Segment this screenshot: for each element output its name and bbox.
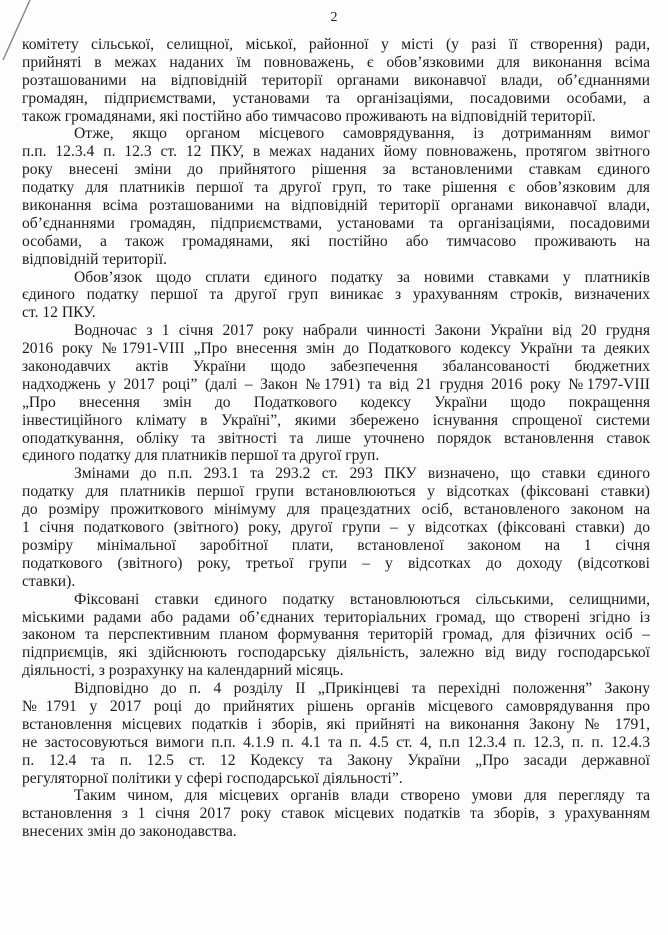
text-line: року внесені зміни до прийнятого рішення за встановленими ставкам єдиного	[22, 161, 650, 179]
text-line: №1791 у 2017 році до прийнятих рішень органів місцевого самоврядування про	[22, 697, 650, 715]
document-body	[22, 36, 650, 841]
text-line: податку для платників першої та другої груп, то таке рішення є обов’язковим для	[22, 179, 650, 197]
text-line: ст. 12 ПКУ.	[22, 304, 96, 322]
paragraph	[22, 787, 650, 841]
text-line: особами, а також громадянами, які постійно або тимчасово проживають на	[22, 232, 650, 250]
paragraph	[22, 680, 650, 787]
text-line: регуляторної політики у сфері господарської діяльності”.	[22, 769, 403, 787]
text-line: встановлення місцевих податків і зборів, які прийняті на виконання Закону № 1791,	[22, 715, 650, 733]
text-line: п. 12.4 та п. 12.5 ст. 12 Кодексу та Закону України „Про засади державної	[22, 751, 650, 769]
text-line: прийняті в межах наданих їм повноважень, є обов’язковими для виконання всіма	[22, 53, 650, 71]
text-line: встановлення з 1 січня 2017 року ставок місцевих податків та зборів, з урахуванням	[22, 805, 650, 823]
text-line: міськими радами або радами об’єднаних територіальних громад, що створені згідно із	[22, 608, 650, 626]
paragraph	[22, 36, 650, 125]
text-line: податкового (звітного) року, третьої групи – у відсотках до доходу (відсоткові	[22, 554, 650, 572]
text-line: єдиного податку для платників першої та другої груп.	[22, 447, 380, 465]
text-line: Таким чином, для місцевих органів влади створено умови для перегляду та	[74, 787, 650, 805]
text-line: Змінами до п.п. 293.1 та 293.2 ст. 293 ПКУ визначено, що ставки єдиного	[74, 465, 650, 483]
text-line: Фіксовані ставки єдиного податку встановлюються сільськими, селищними,	[74, 590, 650, 608]
text-line: підприємців, які здійснюють господарську діяльність, залежно від виду господарської	[22, 644, 650, 662]
text-line: розташованими на відповідній території органами виконавчої влади, об’єднаннями	[22, 71, 650, 89]
text-line: до розміру прожиткового мінімуму для працездатних осіб, встановленого законом на	[22, 501, 650, 519]
text-line: відповідній території.	[22, 250, 167, 268]
text-line: не застосовуються вимоги п.п. 4.1.9 п. 4.1 та п. 4.5 ст. 4, п.п 12.3.4 п. 12.3, п. п. 12.4.3	[22, 733, 650, 751]
text-line: внесених змін до законодавства.	[22, 823, 237, 841]
text-line: виконання всіма розташованими на відповідній території органами виконавчої влади,	[22, 197, 650, 215]
text-line: комітету сільської, селищної, міської, районної у місті (у разі її створення) ради,	[22, 36, 650, 53]
paragraph	[22, 125, 650, 268]
text-line: 1 січня податкового (звітного) року, другої групи – у відсотках (фіксовані ставки) до	[22, 519, 650, 537]
text-line: 2016 року №1791-VIII „Про внесення змін до Податкового кодексу України та деяких	[22, 340, 650, 358]
text-line: інвестиційного клімату в Україні”, якими збережено існування спрощеної системи	[22, 411, 650, 429]
paragraph	[22, 322, 650, 465]
text-line: розміру мінімальної заробітної плати, встановленої законом на 1 січня	[22, 536, 650, 554]
paragraph	[22, 465, 650, 590]
text-line: надходжень у 2017 році” (далі – Закон №1791) та від 21 грудня 2016 року №1797-VIII	[22, 375, 650, 393]
text-line: об’єднаннями громадян, підприємствами, установами та організаціями, посадовими	[22, 214, 650, 232]
text-line: законодавчих актів України щодо забезпечення збалансованості бюджетних	[22, 358, 650, 376]
paragraph	[22, 269, 650, 323]
text-line: оподаткування, обліку та звітності та лише уточнено порядок встановлення ставок	[22, 429, 650, 447]
text-line: „Про внесення змін до Податкового кодексу України щодо покращення	[22, 393, 650, 411]
paragraph	[22, 591, 650, 680]
text-line: також громадянами, які постійно або тимчасово проживають на відповідній території.	[22, 107, 596, 125]
text-line: Водночас з 1 січня 2017 року набрали чинності Закони України від 20 грудня	[74, 322, 650, 340]
text-line: єдиного податку першої та другої груп виникає з урахуванням строків, визначених	[22, 286, 650, 304]
text-line: Обов’язок щодо сплати єдиного податку за новими ставками у платників	[74, 268, 650, 286]
text-line: громадян, підприємствами, установами та організаціями, посадовими особами, а	[22, 89, 650, 107]
text-line: законом та перспективним планом формування територій громад, для фізичних осіб –	[22, 626, 650, 644]
text-line: діяльності, з розрахунку на календарний місяць.	[22, 662, 344, 680]
text-line: податку для платників першої групи встановлюються у відсотках (фіксовані ставки)	[22, 483, 650, 501]
page-number: 2	[330, 10, 338, 25]
text-line: ставки).	[22, 572, 76, 590]
text-line: Відповідно до п. 4 розділу ІІ „Прикінцеві та перехідні положення” Закону	[74, 680, 650, 698]
text-line: п.п. 12.3.4 п. 12.3 ст. 12 ПКУ, в межах наданих йому повноважень, протягом звітного	[22, 143, 650, 161]
text-line: Отже, якщо органом місцевого самоврядування, із дотриманням вимог	[74, 125, 650, 143]
